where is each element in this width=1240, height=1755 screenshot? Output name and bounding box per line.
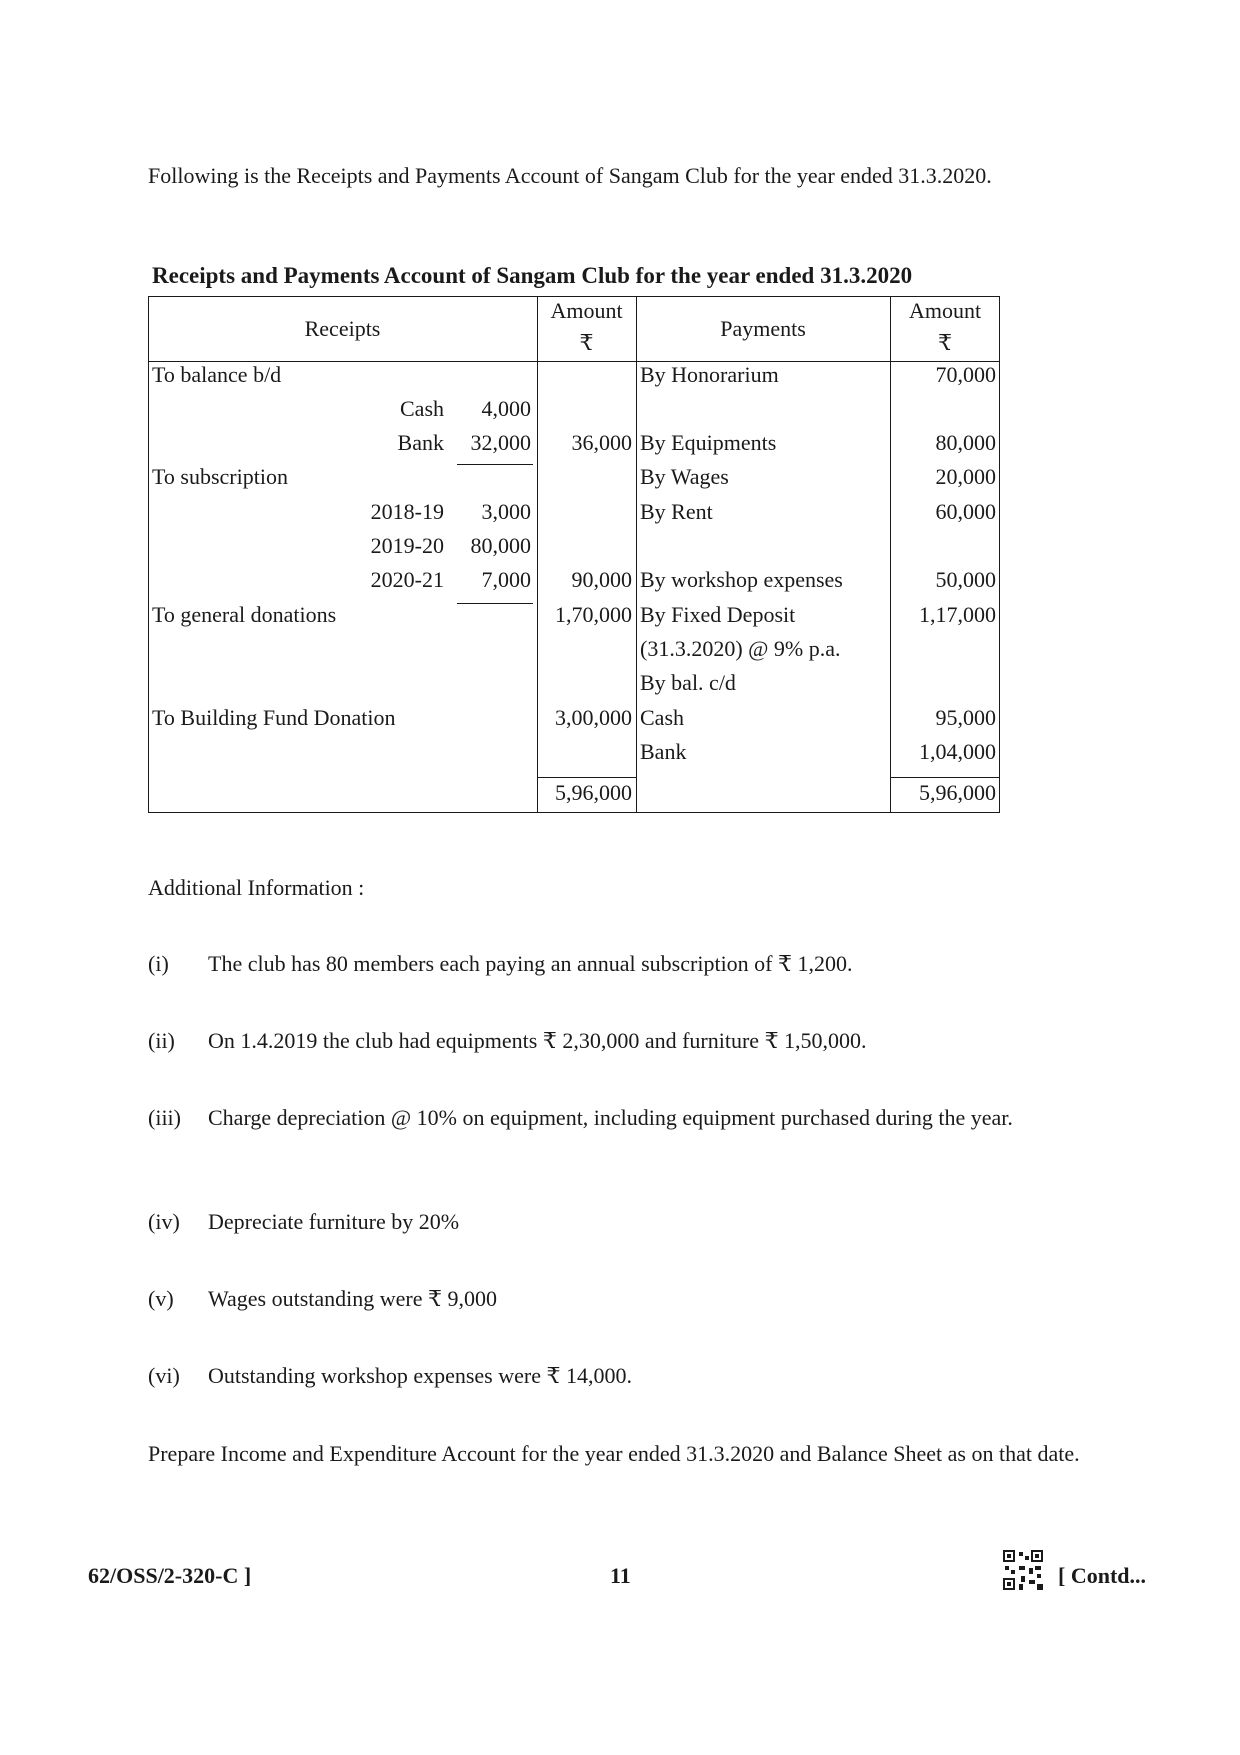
receipt-cash-value: 4,000 (481, 396, 531, 421)
payment-bal-cd: By bal. c/d (640, 670, 736, 695)
intro-text: Following is the Receipts and Payments Account of Sangam Club for the year ended 31.3.2020. (148, 163, 992, 188)
receipt-balance-total: 36,000 (571, 430, 632, 455)
receipt-subscription-total: 90,000 (571, 567, 632, 592)
subscription-year: 2018-19 (370, 499, 444, 524)
list-item-number: (vi) (148, 1363, 180, 1388)
receipt-general-donations: To general donations (152, 602, 337, 627)
receipt-building-fund: To Building Fund Donation (152, 705, 396, 730)
payment-equipments: By Equipments (640, 430, 777, 455)
list-item-number: (i) (148, 951, 169, 976)
continued-marker: [ Contd... (1058, 1563, 1147, 1588)
receipts-payments-table (148, 296, 1000, 813)
payment-bank: Bank (640, 739, 687, 764)
payment-fixed-deposit-amount: 1,17,000 (919, 602, 996, 627)
payment-fixed-deposit-detail: (31.3.2020) @ 9% p.a. (640, 636, 841, 661)
paper-code: 62/OSS/2-320-C ] (88, 1563, 252, 1588)
header-currency-receipts: ₹ (579, 330, 594, 355)
receipt-cash-label: Cash (400, 396, 444, 421)
payment-workshop-amount: 50,000 (935, 567, 996, 592)
instruction-text: Prepare Income and Expenditure Account for the year ended 31.3.2020 and Balance Sheet as on that date. (148, 1441, 1080, 1466)
list-item-text: The club has 80 members each paying an annual subscription of ₹ 1,200. (208, 951, 853, 976)
page-number: 11 (610, 1563, 631, 1588)
receipt-total: 5,96,000 (555, 780, 632, 805)
payment-bank-amount: 1,04,000 (919, 739, 996, 764)
receipt-bank-label: Bank (397, 430, 444, 455)
list-item-number: (v) (148, 1286, 174, 1311)
list-item-text: Wages outstanding were ₹ 9,000 (208, 1286, 497, 1311)
payment-wages: By Wages (640, 464, 729, 489)
payment-total: 5,96,000 (919, 780, 996, 805)
list-item-text: Outstanding workshop expenses were ₹ 14,000. (208, 1363, 632, 1388)
payment-honorarium: By Honorarium (640, 362, 779, 387)
subtotal-rule (457, 464, 533, 465)
payment-equipments-amount: 80,000 (935, 430, 996, 455)
list-item-text: On 1.4.2019 the club had equipments ₹ 2,30,000 and furniture ₹ 1,50,000. (208, 1028, 867, 1053)
subscription-year: 2020-21 (370, 567, 444, 592)
payment-wages-amount: 20,000 (935, 464, 996, 489)
total-rule (890, 777, 1000, 778)
receipt-subscription: To subscription (152, 464, 288, 489)
column-divider (537, 296, 538, 813)
list-item-text: Depreciate furniture by 20% (208, 1209, 460, 1234)
payment-fixed-deposit: By Fixed Deposit (640, 602, 796, 627)
receipt-building-fund-amount: 3,00,000 (555, 705, 632, 730)
list-item-number: (iv) (148, 1209, 180, 1234)
receipt-general-donations-amount: 1,70,000 (555, 602, 632, 627)
header-currency-payments: ₹ (938, 330, 952, 355)
list-item-number: (iii) (148, 1105, 181, 1130)
list-item-text: Charge depreciation @ 10% on equipment, including equipment purchased during the year. (208, 1105, 1013, 1130)
qr-code-icon (1003, 1550, 1043, 1590)
subscription-value: 80,000 (470, 533, 531, 558)
header-payments: Payments (720, 316, 806, 341)
header-amount-receipts: Amount (550, 298, 623, 323)
payment-rent-amount: 60,000 (935, 499, 996, 524)
subscription-value: 7,000 (481, 567, 531, 592)
payment-workshop: By workshop expenses (640, 567, 843, 592)
receipt-bank-value: 32,000 (470, 430, 531, 455)
payment-cash: Cash (640, 705, 684, 730)
list-item-number: (ii) (148, 1028, 175, 1053)
header-receipts: Receipts (304, 316, 381, 341)
column-divider (636, 296, 637, 813)
header-amount-payments: Amount (908, 298, 982, 323)
subscription-year: 2019-20 (370, 533, 444, 558)
additional-info-heading: Additional Information : (148, 875, 365, 900)
subscription-value: 3,000 (481, 499, 531, 524)
table-title: Receipts and Payments Account of Sangam Club for the year ended 31.3.2020 (152, 263, 913, 288)
subtotal-rule (457, 603, 533, 604)
total-rule (537, 777, 636, 778)
payment-cash-amount: 95,000 (935, 705, 996, 730)
receipt-balance-bd: To balance b/d (152, 362, 282, 387)
payment-honorarium-amount: 70,000 (935, 362, 996, 387)
payment-rent: By Rent (640, 499, 713, 524)
